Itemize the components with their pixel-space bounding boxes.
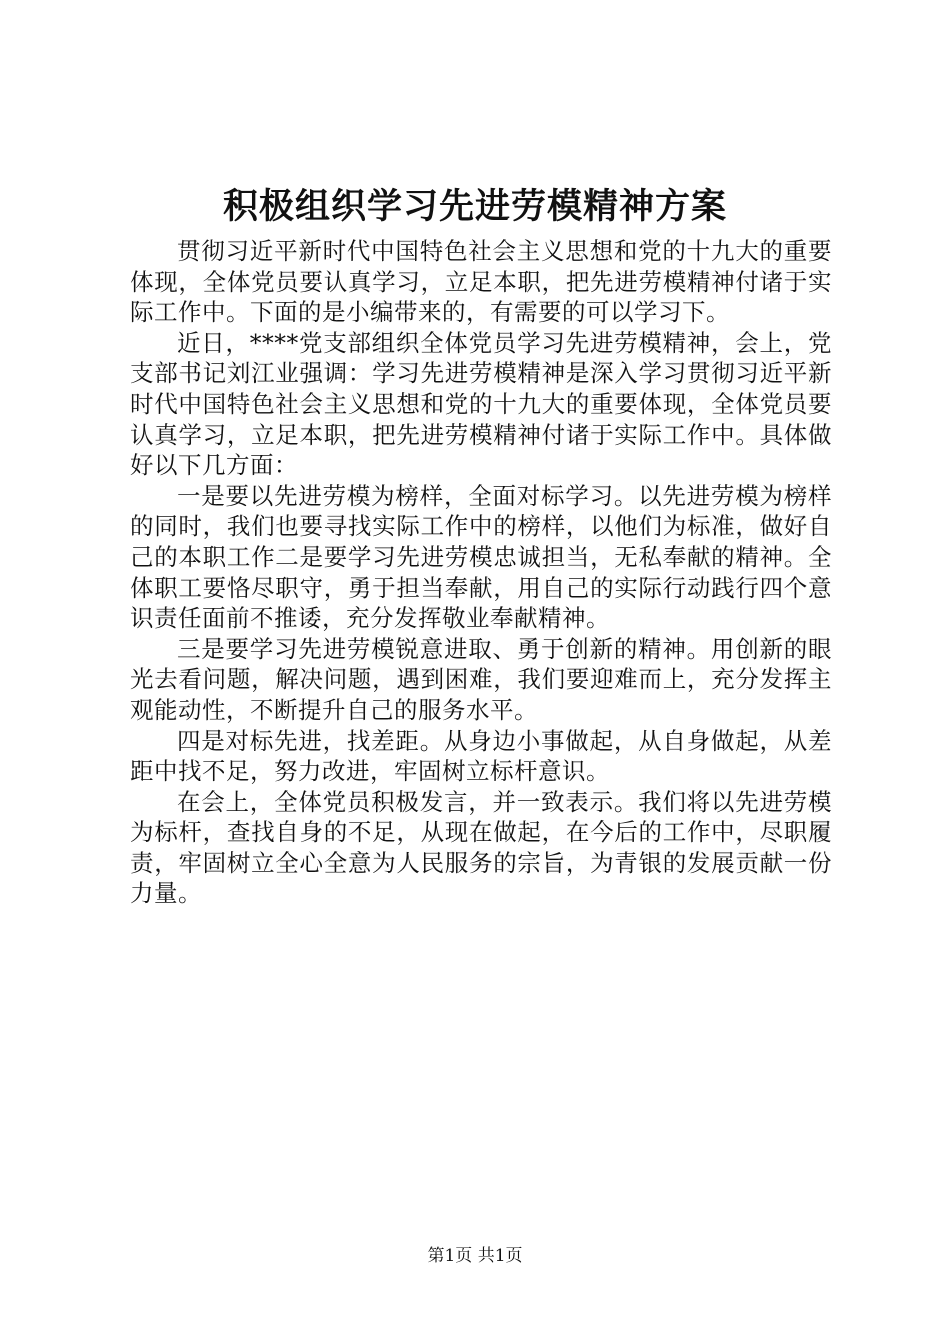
- paragraph-conclusion: 在会上，全体党员积极发言，并一致表示。我们将以先进劳模为标杆，查找自身的不足，从现在做起，在今后的工作中，尽职履责，牢固树立全心全意为人民服务的宗旨，为青银的发展贡献一份力量。: [130, 787, 832, 908]
- paragraph-meeting: 近日，****党支部组织全体党员学习先进劳模精神，会上，党支部书记刘江业强调：学习先进劳模精神是深入学习贯彻习近平新时代中国特色社会主义思想和党的十九大的重要体现，全体党员要认真学习，立足本职，把先进劳模精神付诸于实际工作中。具体做好以下几方面：: [130, 328, 832, 480]
- paragraph-point-four: 四是对标先进，找差距。从身边小事做起，从自身做起，从差距中找不足，努力改进，牢固树立标杆意识。: [130, 726, 832, 786]
- document-title: 积极组织学习先进劳模精神方案: [222, 186, 727, 227]
- paragraph-intro: 贯彻习近平新时代中国特色社会主义思想和党的十九大的重要体现，全体党员要认真学习，立足本职，把先进劳模精神付诸于实际工作中。下面的是小编带来的，有需要的可以学习下。: [130, 237, 832, 327]
- document-body: [130, 236, 832, 909]
- paragraph-point-three: 三是要学习先进劳模锐意进取、勇于创新的精神。用创新的眼光去看问题，解决问题，遇到困难，我们要迎难而上，充分发挥主观能动性，不断提升自己的服务水平。: [130, 634, 832, 724]
- page-footer: 第1页 共1页: [427, 1246, 523, 1266]
- paragraph-point-one-two: 一是要以先进劳模为榜样，全面对标学习。以先进劳模为榜样的同时，我们也要寻找实际工作中的榜样，以他们为标准，做好自己的本职工作二是要学习先进劳模忠诚担当，无私奉献的精神。全体职工要恪尽职守，勇于担当奉献，用自己的实际行动践行四个意识责任面前不推诿，充分发挥敬业奉献精神。: [130, 481, 832, 633]
